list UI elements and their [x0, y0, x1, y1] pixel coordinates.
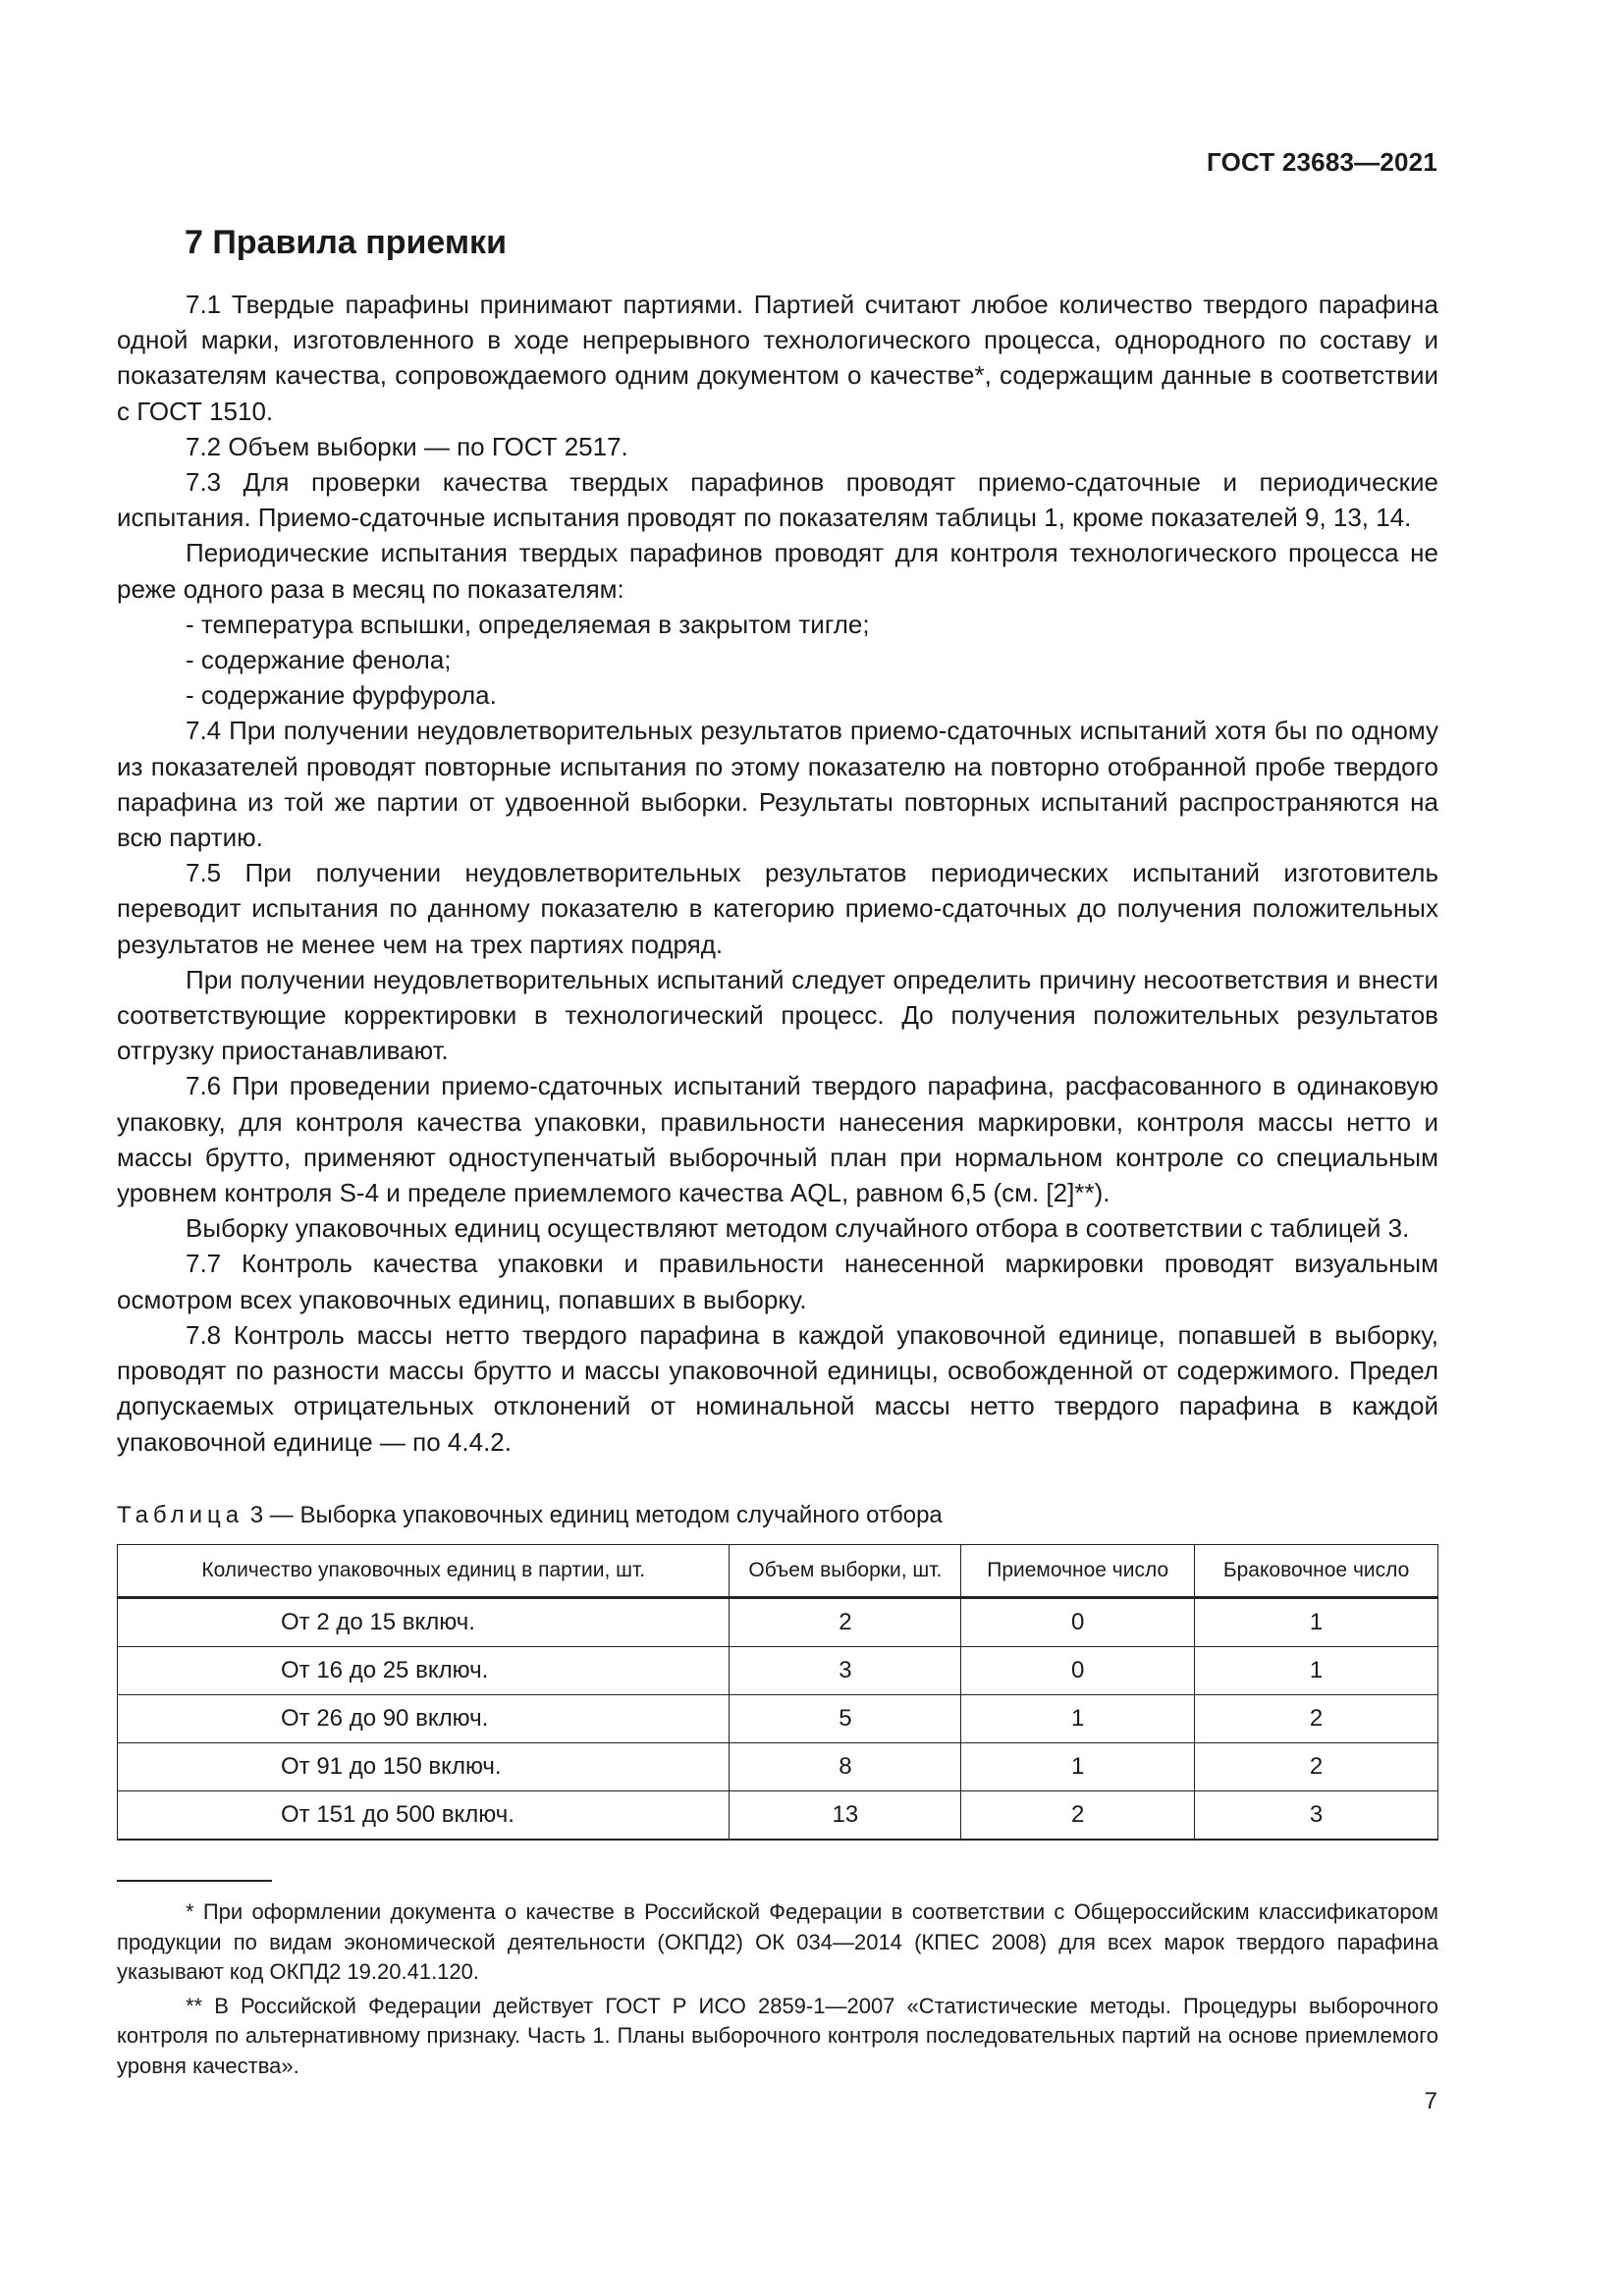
table-cell: 13	[730, 1791, 961, 1841]
paragraph-7-5: 7.5 При получении неудовлетворительных результатов периодических испытаний изготовитель переводит испытания по данному показателю в категорию приемо-сдаточных до получения положительных результатов не менее чем на трех партиях подряд.	[117, 858, 1438, 959]
table-cell: 2	[1195, 1743, 1438, 1791]
footnote-1: * При оформлении документа о качестве в Российской Федерации в соответствии с Общероссийским классификатором продукции по видам экономической деятельности (ОКПД2) ОК 034—2014 (КПЕС 2008) для всех марок твердого парафина указывают код ОКПД2 19.20.41.120.	[117, 1899, 1438, 1984]
table-row	[118, 1598, 1438, 1647]
table-cell: 1	[1195, 1598, 1438, 1647]
table-row	[118, 1791, 1438, 1841]
table-caption-label: Таблица	[117, 1502, 244, 1528]
table-cell: 3	[1195, 1791, 1438, 1841]
table-caption-text: 3 — Выборка упаковочных единиц методом случайного отбора	[244, 1502, 943, 1528]
table-cell: 1	[1195, 1647, 1438, 1695]
paragraph-7-8: 7.8 Контроль массы нетто твердого парафина в каждой упаковочной единице, попавшей в выборку, проводят по разности массы брутто и массы упаковочной единицы, освобожденной от содержимого. Предел допускаемых отрицательных отклонений от номинальной массы нетто твердого парафина в каждой упаковочной единице — по 4.4.2.	[117, 1319, 1438, 1457]
page-number: 7	[1424, 2088, 1437, 2114]
table-cell: 0	[961, 1598, 1195, 1647]
paragraph-7-3: 7.3 Для проверки качества твердых парафинов проводят приемо-сдаточные и периодические испытания. Приемо-сдаточные испытания проводят по показателям таблицы 1, кроме показателей 9, 13, 14.	[117, 467, 1438, 533]
table-cell: 1	[961, 1695, 1195, 1743]
footnote-divider	[117, 1880, 272, 1882]
footnotes	[117, 1897, 1438, 2085]
table-header-row	[118, 1545, 1438, 1598]
table-cell: 2	[1195, 1695, 1438, 1743]
table-header-cell: Количество упаковочных единиц в партии, шт.	[118, 1545, 730, 1598]
document-code: ГОСТ 23683—2021	[1207, 147, 1437, 177]
body-text	[117, 287, 1438, 1460]
table-cell: От 2 до 15 включ.	[118, 1598, 730, 1647]
table-header-cell: Приемочное число	[961, 1545, 1195, 1598]
table-cell: 2	[961, 1791, 1195, 1841]
footnote-2: ** В Российской Федерации действует ГОСТ Р ИСО 2859-1—2007 «Статистические методы. Процедуры выборочного контроля по альтернативному признаку. Часть 1. Планы выборочного контроля последовательных партий на основе приемлемого уровня качества».	[117, 1993, 1438, 2078]
table-cell: 5	[730, 1695, 961, 1743]
table-cell: От 16 до 25 включ.	[118, 1647, 730, 1695]
paragraph-7-7: 7.7 Контроль качества упаковки и правильности нанесенной маркировки проводят визуальным осмотром всех упаковочных единиц, попавших в выборку.	[117, 1249, 1438, 1314]
table-caption	[117, 1502, 943, 1529]
section-title: 7 Правила приемки	[185, 224, 507, 261]
paragraph-7-2: 7.2 Объем выборки — по ГОСТ 2517.	[186, 431, 628, 461]
table-row	[118, 1743, 1438, 1791]
paragraph-7-6: 7.6 При проведении приемо-сдаточных испытаний твердого парафина, расфасованного в одинаковую упаковку, для контроля качества упаковки, правильности нанесения маркировки, контроля массы нетто и массы брутто, применяют одноступенчатый выборочный план при нормальном контроле со специальным уровнем контроля S-4 и пределе приемлемого качества AQL, равном 6,5 (см. [2]**).	[117, 1071, 1438, 1208]
table-row	[118, 1647, 1438, 1695]
table-row	[118, 1695, 1438, 1743]
table-cell: 2	[730, 1598, 961, 1647]
list-item: - содержание фурфурола.	[186, 680, 497, 711]
paragraph-unsatisfactory: При получении неудовлетворительных испытаний следует определить причину несоответствия и внести соответствующие корректировки в технологический процесс. До получения положительных результатов отгрузку приостанавливают.	[117, 964, 1438, 1066]
sampling-table	[117, 1544, 1438, 1841]
table-cell: 0	[961, 1647, 1195, 1695]
paragraph-7-4: 7.4 При получении неудовлетворительных результатов приемо-сдаточных испытаний хотя бы по одному из показателей проводят повторные испытания по этому показателю на повторно отобранной пробе твердого парафина из той же партии от удвоенной выборки. Результаты повторных испытаний распространяются на всю партию.	[117, 716, 1438, 853]
table-cell: От 91 до 150 включ.	[118, 1743, 730, 1791]
list-item: - содержание фенола;	[186, 645, 452, 675]
table-cell: От 26 до 90 включ.	[118, 1695, 730, 1743]
table-cell: От 151 до 500 включ.	[118, 1791, 730, 1841]
table-header-cell: Объем выборки, шт.	[730, 1545, 961, 1598]
table-cell: 1	[961, 1743, 1195, 1791]
paragraph-sampling: Выборку упаковочных единиц осуществляют методом случайного отбора в соответствии с таблицей 3.	[186, 1213, 1410, 1244]
table-header-cell: Браковочное число	[1195, 1545, 1438, 1598]
table-cell: 3	[730, 1647, 961, 1695]
paragraph-7-1: 7.1 Твердые парафины принимают партиями. Партией считают любое количество твердого парафина одной марки, изготовленного в ходе непрерывного технологического процесса, однородного по составу и показателям качества, сопровождаемого одним документом о качестве*, содержащим данные в соответствии с ГОСТ 1510.	[117, 290, 1438, 426]
paragraph-periodic-tests: Периодические испытания твердых парафинов проводят для контроля технологического процесса не реже одного раза в месяц по показателям:	[117, 538, 1438, 604]
table-cell: 8	[730, 1743, 961, 1791]
list-item: - температура вспышки, определяемая в закрытом тигле;	[186, 609, 870, 639]
